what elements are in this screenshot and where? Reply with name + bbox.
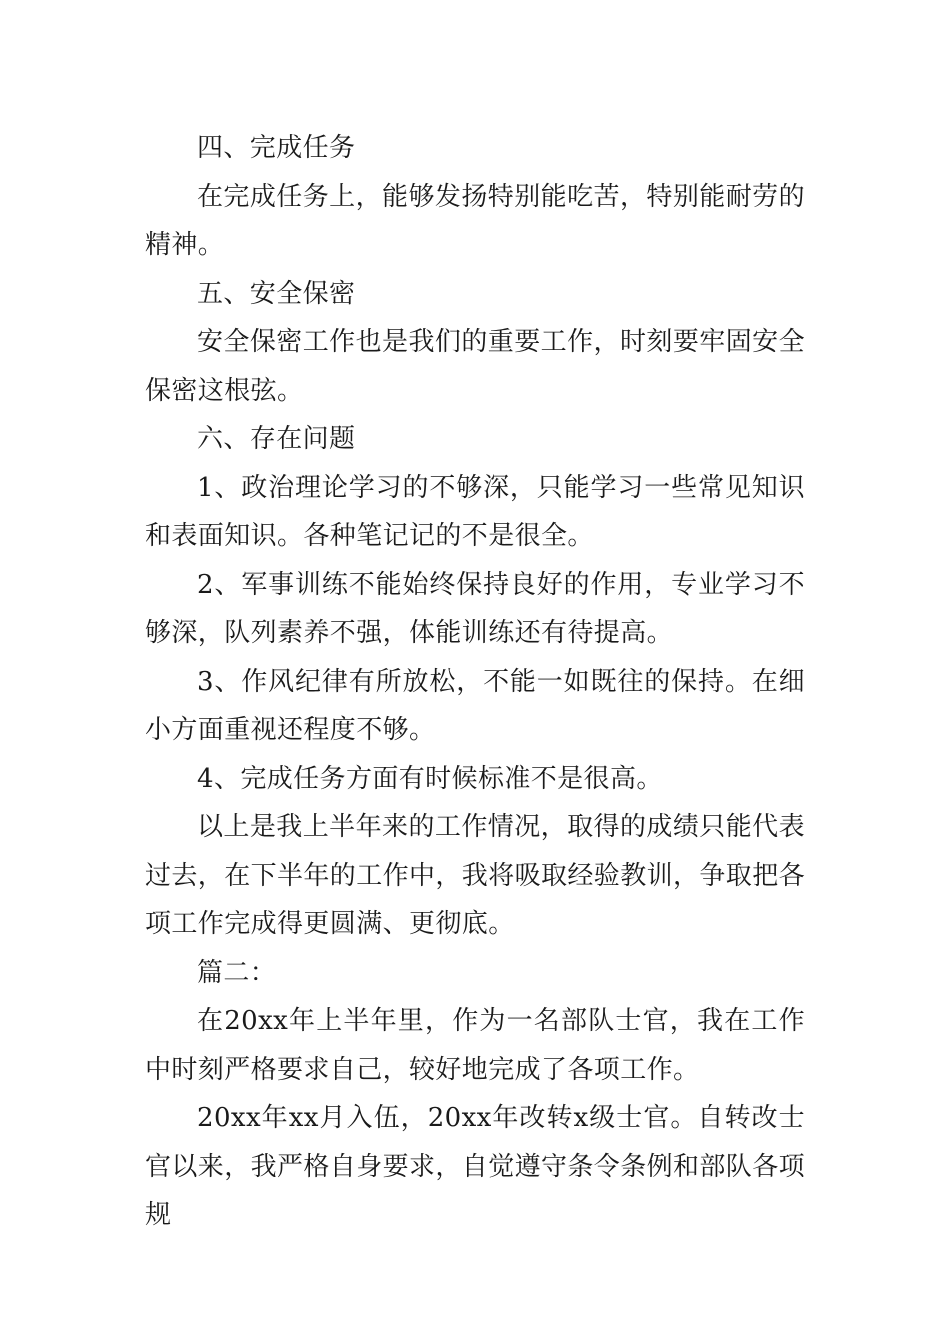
document-body bbox=[145, 124, 805, 1240]
heading-existing-problems: 六、存在问题 bbox=[197, 424, 356, 454]
heading-security: 五、安全保密 bbox=[197, 278, 356, 309]
paragraph-part-two-intro: 在20xx年上半年里，作为一名部队士官，我在工作中时刻严格要求自己，较好地完成了各项工作。 bbox=[145, 1006, 805, 1085]
problem-item-2: 2、军事训练不能始终保持良好的作用，专业学习不够深，队列素养不强，体能训练还有待提高。 bbox=[145, 569, 805, 648]
paragraph-part-two-enlistment: 20xx年xx月入伍，20xx年改转x级士官。自转改士官以来，我严格自身要求，自觉遵守条令条例和部队各项规 bbox=[145, 1103, 806, 1230]
problem-item-1: 1、政治理论学习的不够深，只能学习一些常见知识和表面知识。各种笔记记的不是很全。 bbox=[145, 472, 805, 551]
heading-complete-tasks: 四、完成任务 bbox=[197, 133, 356, 163]
problem-item-3: 3、作风纪律有所放松，不能一如既往的保持。在细小方面重视还程度不够。 bbox=[145, 666, 805, 745]
problem-item-4: 4、完成任务方面有时候标准不是很高。 bbox=[197, 763, 663, 794]
paragraph-complete-tasks: 在完成任务上，能够发扬特别能吃苦，特别能耐劳的精神。 bbox=[145, 181, 805, 260]
paragraph-conclusion: 以上是我上半年来的工作情况，取得的成绩只能代表过去，在下半年的工作中，我将吸取经验教训，争取把各项工作完成得更圆满、更彻底。 bbox=[145, 812, 806, 939]
paragraph-security: 安全保密工作也是我们的重要工作，时刻要牢固安全保密这根弦。 bbox=[145, 327, 805, 406]
heading-part-two: 篇二： bbox=[197, 957, 277, 988]
